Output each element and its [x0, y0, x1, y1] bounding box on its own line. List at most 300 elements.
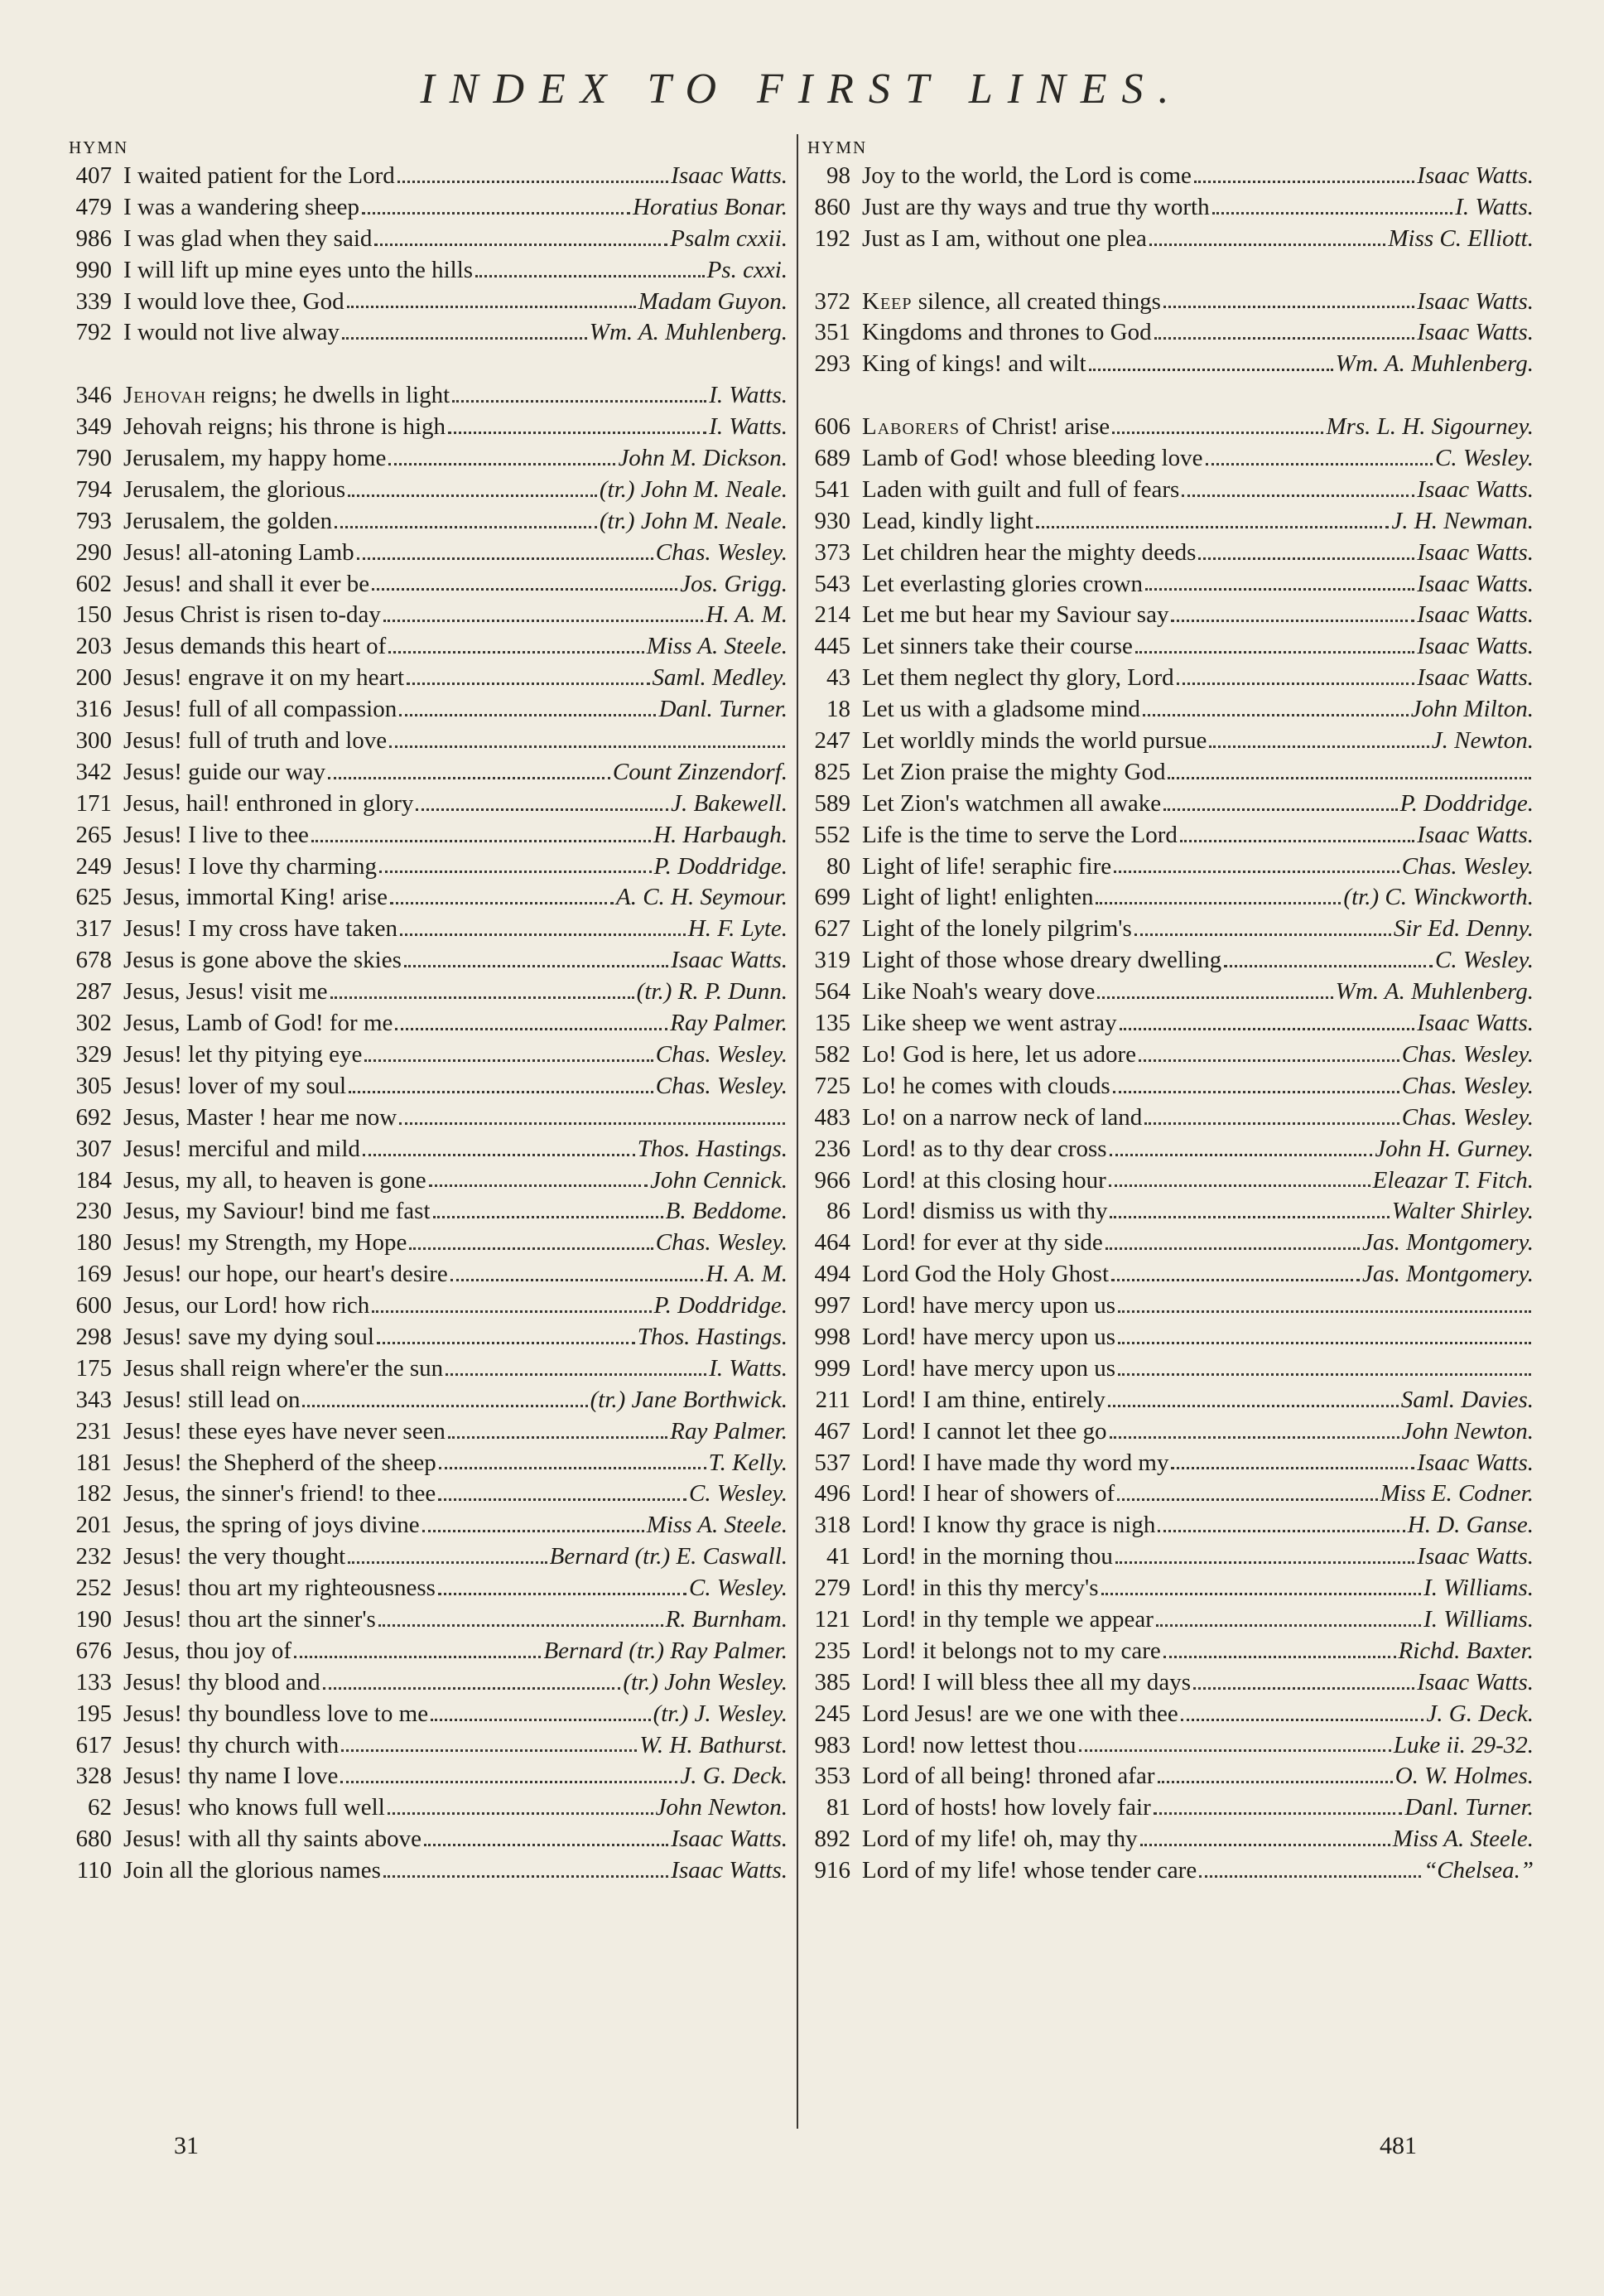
author-name: (tr.) John M. Neale. — [599, 507, 788, 534]
first-line — [862, 757, 1165, 789]
index-entry — [69, 412, 788, 443]
first-line — [123, 851, 377, 883]
first-line — [123, 224, 372, 255]
first-line-text: Lord! I have made thy word my — [862, 1449, 1169, 1476]
hymn-number: 792 — [75, 319, 112, 346]
first-line — [862, 1824, 1138, 1855]
leader-dots — [348, 1561, 547, 1564]
first-line-text: Jesus! engrave it on my heart — [123, 664, 405, 692]
first-line-text: Jesus! my Strength, my Hope — [123, 1229, 407, 1257]
index-entry — [69, 694, 788, 726]
first-line-text: Jesus! full of truth and love — [123, 727, 388, 755]
index-entry — [807, 506, 1534, 538]
hymn-number: 287 — [75, 978, 112, 1006]
author-name: Bernard (tr.) E. Caswall. — [549, 1543, 788, 1570]
first-line-text: Jesus! I my cross have taken — [123, 915, 397, 943]
index-entry — [69, 914, 788, 945]
first-line — [123, 1102, 397, 1134]
first-line-text: Let them neglect thy glory, Lord — [862, 664, 1174, 692]
author-name: C. Wesley. — [1435, 445, 1534, 472]
index-entry — [807, 1573, 1534, 1604]
first-line — [123, 1667, 320, 1699]
author-name: Chas. Wesley. — [1401, 1040, 1534, 1068]
author-name: Isaac Watts. — [1417, 601, 1534, 629]
first-line — [123, 1196, 431, 1228]
first-line-text: Jesus! who knows full well — [123, 1794, 385, 1821]
first-line — [862, 317, 1152, 349]
first-line — [862, 914, 1132, 945]
hymn-number: 930 — [814, 507, 850, 534]
hymn-number: 582 — [814, 1040, 850, 1068]
first-line — [123, 631, 386, 663]
author-name: O. W. Holmes. — [1394, 1763, 1534, 1790]
first-line — [123, 192, 359, 224]
author-name: W. H. Bathurst. — [639, 1731, 788, 1758]
first-line — [123, 412, 446, 443]
first-line-text: Light of light! enlighten — [862, 884, 1094, 911]
index-entry — [69, 1761, 788, 1792]
first-line — [862, 851, 1111, 883]
first-line — [123, 1855, 381, 1887]
index-entry — [807, 1385, 1534, 1416]
first-line — [123, 1039, 362, 1071]
hymn-number: 230 — [75, 1198, 112, 1225]
hymn-number: 627 — [814, 915, 850, 943]
hymn-number: 192 — [814, 224, 850, 252]
index-entry — [807, 1855, 1534, 1887]
index-entry — [69, 1259, 788, 1290]
first-line-text: Lo! God is here, let us adore — [862, 1040, 1136, 1068]
hymn-number: 305 — [75, 1072, 112, 1099]
author-name: Isaac Watts. — [1417, 475, 1534, 503]
hymn-number: 247 — [814, 727, 850, 755]
hymn-number: 496 — [814, 1480, 850, 1507]
index-entry — [69, 726, 788, 757]
hymn-number: 318 — [814, 1512, 850, 1539]
hymn-number: 373 — [814, 538, 850, 566]
author-name: “Chelsea.” — [1423, 1857, 1534, 1884]
hymn-number: 249 — [75, 852, 112, 880]
author-name: Madam Guyon. — [638, 287, 788, 315]
first-line-text: Just are thy ways and true thy worth — [862, 193, 1210, 220]
author-name: Chas. Wesley. — [1401, 1072, 1534, 1099]
leader-dots — [1209, 745, 1428, 748]
author-name: Miss A. Steele. — [646, 633, 788, 660]
first-line-text: I was glad when they said — [123, 224, 373, 252]
index-entry — [807, 820, 1534, 851]
index-entry — [69, 1478, 788, 1510]
first-line — [862, 1855, 1197, 1887]
author-name: Wm. A. Muhlenberg. — [1335, 978, 1534, 1006]
author-name: Isaac Watts. — [1417, 664, 1534, 692]
author-name: Chas. Wesley. — [655, 1040, 788, 1068]
index-entry — [69, 1824, 788, 1855]
first-line — [123, 726, 387, 757]
first-line — [123, 538, 354, 569]
author-name: C. Wesley. — [689, 1480, 788, 1507]
index-entry — [807, 1792, 1534, 1824]
first-line — [123, 380, 450, 412]
first-line — [862, 349, 1086, 380]
first-line — [862, 1071, 1110, 1102]
author-name: John Newton. — [655, 1794, 788, 1821]
hymn-number: 319 — [814, 947, 850, 974]
first-line-text: Jesus, my all, to heaven is gone — [123, 1166, 426, 1194]
leader-dots — [1089, 369, 1333, 371]
first-line-text: Jesus! I live to thee — [123, 821, 309, 848]
index-entry — [69, 1071, 788, 1102]
author-name: Richd. Baxter. — [1398, 1637, 1534, 1664]
index-entry — [807, 631, 1534, 663]
author-name: A. C. H. Seymour. — [615, 884, 788, 911]
leader-dots — [349, 1091, 653, 1093]
index-entry — [69, 317, 788, 349]
first-line — [123, 1478, 436, 1510]
author-name: John Cennick. — [650, 1166, 788, 1194]
first-line-text: Jesus Christ is risen to-day — [123, 601, 381, 629]
leader-dots — [1154, 1812, 1403, 1815]
leader-dots — [409, 1247, 653, 1250]
leader-dots — [1115, 1561, 1414, 1564]
first-line — [862, 1322, 1115, 1353]
first-line-text: Join all the glorious names — [123, 1857, 381, 1884]
author-name: Thos. Hastings. — [637, 1323, 788, 1350]
first-line — [123, 882, 388, 914]
first-line — [123, 600, 381, 631]
hymn-number: 997 — [814, 1292, 850, 1319]
first-line — [123, 1792, 385, 1824]
hymn-number: 999 — [814, 1354, 850, 1382]
first-line — [862, 412, 1110, 443]
hymn-number: 43 — [826, 664, 850, 692]
author-name: I. Watts. — [709, 1354, 788, 1382]
index-entry — [807, 443, 1534, 475]
index-entry — [69, 1165, 788, 1197]
hymn-number: 232 — [75, 1543, 112, 1570]
first-line — [123, 161, 395, 192]
hymn-number: 98 — [826, 162, 850, 189]
author-name: Isaac Watts. — [671, 1857, 788, 1884]
first-line-text: Lord! I will bless thee all my days — [862, 1668, 1192, 1695]
first-line — [123, 789, 413, 820]
index-entry — [807, 726, 1534, 757]
leader-dots — [363, 1154, 635, 1156]
leader-dots — [1120, 1028, 1415, 1030]
index-entry — [69, 1353, 788, 1385]
first-line — [123, 569, 369, 601]
leader-dots — [379, 871, 652, 873]
first-line-text: I will lift up mine eyes unto the hills — [123, 256, 474, 283]
hymn-number: 236 — [814, 1135, 850, 1162]
index-entry — [69, 1008, 788, 1039]
first-line-text: Lo! he comes with clouds — [862, 1072, 1110, 1099]
hymn-number: 182 — [75, 1480, 112, 1507]
hymn-number: 279 — [814, 1575, 850, 1602]
leader-dots — [438, 1498, 686, 1501]
author-name: Isaac Watts. — [1417, 570, 1534, 597]
index-entry — [69, 255, 788, 287]
index-entry — [69, 600, 788, 631]
index-entry — [807, 538, 1534, 569]
author-name: J. G. Deck. — [680, 1763, 788, 1790]
leader-dots — [311, 840, 651, 842]
first-line-text: Lord Jesus! are we one with thee — [862, 1700, 1178, 1727]
first-line-text: Lord! I am thine, entirely — [862, 1386, 1105, 1413]
index-entry — [807, 475, 1534, 506]
first-line-text: Jesus! I love thy charming — [123, 852, 378, 880]
hymn-number: 328 — [75, 1763, 112, 1790]
hymn-number: 464 — [814, 1229, 850, 1257]
leader-dots — [1206, 463, 1433, 465]
index-entry — [69, 192, 788, 224]
author-name: Sir Ed. Denny. — [1393, 915, 1534, 943]
leader-dots — [450, 1279, 704, 1281]
first-line-text: Lamb of God! whose bleeding love — [862, 445, 1203, 472]
leader-dots — [1198, 557, 1414, 560]
first-line — [862, 1573, 1099, 1604]
index-entry — [807, 161, 1534, 192]
first-line — [123, 1165, 426, 1197]
index-entry — [807, 1134, 1534, 1165]
author-name: Miss A. Steele. — [646, 1512, 788, 1539]
first-line-text: Jesus, the spring of joys divine — [123, 1512, 420, 1539]
first-line — [123, 1071, 346, 1102]
index-entry — [807, 1071, 1534, 1102]
hymn-number: 692 — [75, 1103, 112, 1131]
first-line-text: Lord! now lettest thou — [862, 1731, 1077, 1758]
leader-dots — [1096, 902, 1341, 904]
first-line — [123, 1008, 393, 1039]
hymn-number: 231 — [75, 1417, 112, 1445]
first-line-text: Like sheep we went astray — [862, 1010, 1117, 1037]
author-name: Psalm cxxii. — [670, 224, 788, 252]
index-entry — [807, 1636, 1534, 1667]
first-line-text: Let everlasting glories crown — [862, 570, 1144, 597]
hymn-number: 564 — [814, 978, 850, 1006]
leader-dots — [1177, 683, 1415, 685]
first-line-text: Jesus! thy church with — [123, 1731, 340, 1758]
leader-dots — [397, 181, 669, 183]
first-line-text: Let Zion's watchmen all awake — [862, 789, 1162, 817]
first-line-text: reigns; he dwells in light — [206, 382, 450, 409]
leader-dots — [1036, 526, 1389, 528]
index-entry — [69, 1196, 788, 1228]
hymn-number: 343 — [75, 1386, 112, 1413]
first-line-text: Jerusalem, the glorious — [123, 475, 346, 503]
first-line — [862, 506, 1033, 538]
author-name: Chas. Wesley. — [1401, 1103, 1534, 1131]
index-entry — [807, 1196, 1534, 1228]
first-line-text: Lord! have mercy upon us — [862, 1292, 1116, 1319]
author-name: Chas. Wesley. — [655, 538, 788, 566]
first-line-text: Jesus! thou art my righteousness — [123, 1575, 436, 1602]
author-name: Saml. Davies. — [1400, 1386, 1534, 1413]
index-entry — [807, 977, 1534, 1008]
index-entry — [69, 757, 788, 789]
author-name: Isaac Watts. — [671, 162, 788, 189]
author-name: P. Doddridge. — [653, 852, 788, 880]
hymn-number: 203 — [75, 633, 112, 660]
author-name: C. Wesley. — [689, 1575, 788, 1602]
first-line — [123, 1730, 339, 1762]
leader-dots — [347, 306, 636, 308]
index-entry — [807, 1322, 1534, 1353]
first-line — [123, 914, 397, 945]
leader-dots — [422, 1530, 644, 1532]
leader-dots — [407, 683, 649, 685]
author-name: (tr.) C. Winckworth. — [1343, 884, 1534, 911]
leader-dots — [1212, 212, 1453, 215]
index-entry — [69, 1039, 788, 1071]
first-line — [862, 726, 1207, 757]
first-line — [862, 1353, 1115, 1385]
author-name: Isaac Watts. — [1417, 538, 1534, 566]
leader-dots — [475, 275, 705, 277]
index-entry — [69, 475, 788, 506]
first-line-text: Jesus, immortal King! arise — [123, 884, 388, 911]
hymn-number: 541 — [814, 475, 850, 503]
hymn-number: 339 — [75, 287, 112, 315]
author-name: Horatius Bonar. — [633, 193, 788, 220]
first-line-text: I was a wandering sheep — [123, 193, 360, 220]
hymn-number: 892 — [814, 1826, 850, 1853]
hymn-number: 307 — [75, 1135, 112, 1162]
author-name: John Milton. — [1410, 696, 1534, 723]
leader-dots — [1171, 1467, 1414, 1469]
leader-dots — [1079, 1749, 1391, 1752]
leader-dots — [1145, 588, 1414, 591]
author-name: I. Williams. — [1423, 1605, 1534, 1633]
leader-dots — [448, 432, 706, 434]
hymn-number: 133 — [75, 1668, 112, 1695]
hymn-number: 860 — [814, 193, 850, 220]
index-entry — [807, 224, 1534, 255]
hymn-number: 467 — [814, 1417, 850, 1445]
first-line — [123, 1416, 446, 1448]
hymn-number: 214 — [814, 601, 850, 629]
first-line-text: Jesus! and shall it ever be — [123, 570, 370, 597]
author-name: H. F. Lyte. — [687, 915, 788, 943]
index-entry — [807, 1102, 1534, 1134]
leader-dots — [452, 400, 706, 403]
author-name: (tr.) John M. Neale. — [599, 475, 788, 503]
author-name: Chas. Wesley. — [655, 1229, 788, 1257]
index-entry — [69, 380, 788, 412]
leader-dots — [1118, 1373, 1531, 1376]
leader-dots — [1156, 1624, 1421, 1627]
hymn-number: 300 — [75, 727, 112, 755]
leader-dots — [1134, 933, 1391, 936]
author-name: I. Williams. — [1423, 1575, 1534, 1602]
first-line — [862, 1478, 1115, 1510]
index-entry — [69, 1448, 788, 1479]
leader-dots — [439, 1467, 706, 1469]
first-line — [862, 1039, 1136, 1071]
hymn-number: 606 — [814, 413, 850, 441]
author-name: P. Doddridge. — [1399, 789, 1534, 817]
author-name: Ray Palmer. — [670, 1417, 788, 1445]
author-name: John Newton. — [1401, 1417, 1534, 1445]
hymn-number: 793 — [75, 507, 112, 534]
first-line — [862, 600, 1168, 631]
leader-dots — [1163, 1656, 1396, 1658]
hymn-number: 680 — [75, 1826, 112, 1853]
first-line-text: Lord of my life! oh, may thy — [862, 1826, 1138, 1853]
index-entry — [69, 287, 788, 318]
hymn-number: 298 — [75, 1323, 112, 1350]
hymn-number: 543 — [814, 570, 850, 597]
hymn-number: 81 — [826, 1794, 850, 1821]
author-name: Isaac Watts. — [671, 947, 788, 974]
author-name: Danl. Turner. — [1404, 1794, 1534, 1821]
page-number-right: 481 — [1380, 2132, 1417, 2159]
index-entry — [69, 851, 788, 883]
hymn-number: 445 — [814, 633, 850, 660]
author-name: Walter Shirley. — [1391, 1198, 1534, 1225]
index-entry — [69, 977, 788, 1008]
author-name: Isaac Watts. — [671, 1826, 788, 1853]
first-line — [862, 1385, 1105, 1416]
author-name: R. Burnham. — [665, 1605, 788, 1633]
leader-dots — [294, 1656, 541, 1658]
leader-dots — [340, 1781, 677, 1783]
leader-dots — [448, 1436, 667, 1439]
first-line — [862, 820, 1178, 851]
index-entry — [807, 1761, 1534, 1792]
first-line-text: Jesus! let thy pitying eye — [123, 1040, 363, 1068]
first-line — [862, 538, 1196, 569]
first-line-text: Let worldly minds the world pursue — [862, 727, 1207, 755]
first-line — [123, 1385, 300, 1416]
leader-dots — [335, 526, 597, 528]
leader-dots — [1199, 1875, 1421, 1878]
leader-dots — [1194, 181, 1414, 183]
leader-dots — [1149, 244, 1385, 246]
first-line — [123, 506, 332, 538]
first-line — [123, 945, 402, 977]
author-name: H. A. M. — [706, 601, 788, 629]
first-line — [123, 1541, 345, 1573]
leader-dots — [1110, 1154, 1373, 1156]
hymn-number: 293 — [814, 350, 850, 378]
leader-dots — [1112, 432, 1323, 434]
leader-dots — [400, 933, 686, 936]
author-name: Isaac Watts. — [1417, 162, 1534, 189]
section-gap — [807, 380, 1534, 412]
first-line-text: Jesus, Lamb of God! for me — [123, 1010, 393, 1037]
leader-dots — [364, 1059, 653, 1062]
index-entry — [69, 538, 788, 569]
author-name: Mrs. L. H. Sigourney. — [1326, 413, 1534, 441]
first-line — [862, 1448, 1168, 1479]
first-line-text: silence, all created things — [912, 287, 1161, 315]
hymn-number: 329 — [75, 1040, 112, 1068]
first-line-text: Jesus! thy boundless love to me — [123, 1700, 429, 1727]
leader-dots — [1193, 1687, 1414, 1690]
leader-dots — [1180, 840, 1414, 842]
hymn-number: 349 — [75, 413, 112, 441]
author-name: B. Beddome. — [665, 1198, 788, 1225]
leader-dots — [1110, 1216, 1389, 1218]
first-line-text: Jesus! merciful and mild — [123, 1135, 360, 1162]
author-name: Jas. Montgomery. — [1362, 1261, 1534, 1288]
first-line-text: Jesus, Master ! hear me now — [123, 1103, 397, 1131]
first-line-text: Jesus! these eyes have never seen — [123, 1417, 446, 1445]
first-line — [862, 1196, 1107, 1228]
first-line-text: Jesus, Jesus! visit me — [123, 978, 328, 1006]
first-line — [862, 1008, 1117, 1039]
index-entry — [69, 506, 788, 538]
